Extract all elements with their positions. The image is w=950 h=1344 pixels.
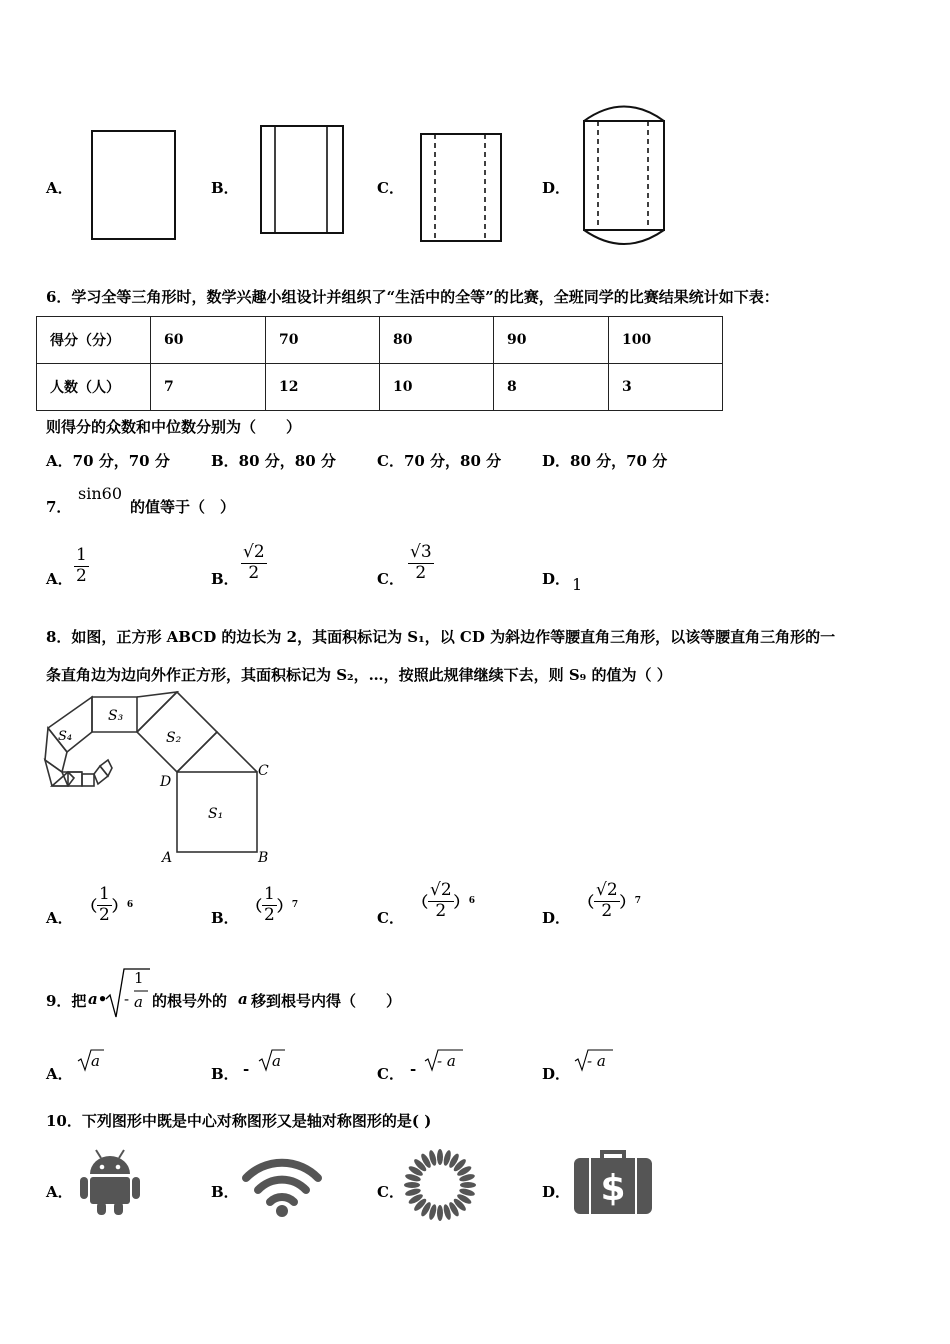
q6-option-c: C．70 分，80 分 <box>377 452 502 470</box>
q8-stem-line2: 条直角边为边向外作正方形，其面积标记为 S₂，…，按照此规律继续下去，则 S₉ 的值为（ ） <box>46 666 672 684</box>
label-s2: S₂ <box>166 730 182 746</box>
q7-option-d-value: 1 <box>572 575 583 594</box>
q6-score-table <box>36 316 723 411</box>
q8-square-spiral-figure <box>40 690 280 870</box>
paren-left: （ <box>413 892 429 911</box>
paren-left: （ <box>247 896 263 915</box>
table-row <box>37 364 723 411</box>
q5-shape-c <box>415 128 507 248</box>
table-cell: 得分（分） <box>37 317 151 364</box>
q9-option-b-sign: - <box>243 1060 250 1078</box>
q8-option-b-label: B． <box>211 909 239 927</box>
table-cell: 80 <box>380 317 494 364</box>
q9-option-c-sign: - <box>410 1060 417 1078</box>
q5-shape-d <box>575 100 675 250</box>
fraction-denominator: 2 <box>76 565 87 586</box>
q7-option-c-fraction <box>408 543 434 583</box>
fraction-numerator: √2 <box>430 880 452 900</box>
label-s4: S₄ <box>58 729 73 744</box>
q8-option-d-label: D． <box>542 909 571 927</box>
table-cell: 人数（人） <box>37 364 151 411</box>
fraction-numerator: 1 <box>76 545 87 565</box>
q10-option-a-label: A． <box>46 1183 73 1201</box>
wifi-icon <box>240 1152 324 1218</box>
dollar-sign: $ <box>600 1168 626 1209</box>
paren-right: ） <box>276 896 292 915</box>
table-cell: 10 <box>380 364 494 411</box>
paren-right: ） <box>111 896 127 915</box>
q9-minus: - <box>124 990 130 1008</box>
q9-a2: a <box>238 990 248 1008</box>
q6-option-b: B．80 分，80 分 <box>211 452 336 470</box>
q7-option-a-fraction <box>74 546 89 586</box>
q7-tail: 的值等于（ ） <box>130 498 236 516</box>
q8-option-c <box>413 881 475 921</box>
q8-option-a <box>82 885 133 925</box>
fraction-denominator: 2 <box>601 900 613 921</box>
fraction-numerator: √3 <box>410 542 432 562</box>
paren-right: ） <box>453 892 469 911</box>
fraction-denominator: 2 <box>435 900 447 921</box>
q9-option-c-radicand: - a <box>437 1052 456 1070</box>
q9-frac-den: a <box>134 993 143 1011</box>
q9-option-b-radicand: a <box>272 1052 281 1070</box>
q10-option-c-label: C． <box>377 1183 404 1201</box>
q10-stem: 10．下列图形中既是中心对称图形又是轴对称图形的是( ) <box>46 1112 432 1130</box>
q9-prefix: 9．把 <box>46 992 87 1010</box>
money-briefcase-icon <box>572 1148 654 1216</box>
q7-option-c-label: C． <box>377 570 404 588</box>
exponent: 6 <box>126 900 134 911</box>
q9-option-b-label: B． <box>211 1065 239 1083</box>
q7-option-b-fraction <box>241 543 267 583</box>
sunburst-icon <box>403 1148 477 1222</box>
exponent: 7 <box>291 900 299 911</box>
exponent: 6 <box>468 896 475 907</box>
q9-frac-num: 1 <box>134 969 144 987</box>
vertex-a: A <box>162 850 173 866</box>
table-cell: 7 <box>151 364 266 411</box>
q8-option-a-label: A． <box>46 909 73 927</box>
q10-option-b-label: B． <box>211 1183 239 1201</box>
q5-shape-a <box>85 125 185 245</box>
table-cell: 8 <box>494 364 609 411</box>
q7-option-d-label: D． <box>542 570 571 588</box>
fraction-numerator: √2 <box>243 542 265 562</box>
table-cell: 100 <box>609 317 723 364</box>
q9-tail: 移到根号内得（ ） <box>251 992 402 1010</box>
q8-option-c-label: C． <box>377 909 404 927</box>
vertex-d: D <box>160 774 172 790</box>
q5-shape-b <box>255 120 350 240</box>
q9-mid: 的根号外的 <box>152 992 228 1010</box>
q5-option-d-label: D． <box>542 179 571 197</box>
label-s1: S₁ <box>208 806 224 822</box>
paren-left: （ <box>82 896 98 915</box>
q9-option-a-label: A． <box>46 1065 73 1083</box>
table-row <box>37 317 723 364</box>
q9-option-d-label: D． <box>542 1065 571 1083</box>
fraction-denominator: 2 <box>264 904 275 925</box>
fraction-numerator: 1 <box>264 884 275 904</box>
table-cell: 70 <box>266 317 380 364</box>
q9-a-dot: a• <box>88 990 108 1008</box>
q5-option-a-label: A． <box>46 179 73 197</box>
table-cell: 60 <box>151 317 266 364</box>
paren-right: ） <box>619 892 635 911</box>
fraction-denominator: 2 <box>248 562 260 583</box>
table-cell: 12 <box>266 364 380 411</box>
table-cell: 90 <box>494 317 609 364</box>
q8-option-b <box>247 885 298 925</box>
q9-option-a-radicand: a <box>91 1052 100 1070</box>
table-cell: 3 <box>609 364 723 411</box>
q5-option-c-label: C． <box>377 179 404 197</box>
q5-option-b-label: B． <box>211 179 239 197</box>
q10-option-d-label: D． <box>542 1183 571 1201</box>
q6-option-a: A．70 分，70 分 <box>46 452 170 470</box>
vertex-b: B <box>258 850 269 866</box>
fraction-denominator: 2 <box>415 562 427 583</box>
q7-option-a-label: A． <box>46 570 73 588</box>
vertex-c: C <box>258 763 269 779</box>
q7-option-b-label: B． <box>211 570 239 588</box>
q9-option-d-radicand: - a <box>587 1052 606 1070</box>
paren-left: （ <box>579 892 595 911</box>
q9-option-c-label: C． <box>377 1065 404 1083</box>
q6-option-d: D．80 分，70 分 <box>542 452 668 470</box>
android-icon <box>78 1144 142 1216</box>
triangle-cd <box>177 732 257 772</box>
q7-number: 7． <box>46 498 72 516</box>
q7-expression: sin60 <box>78 484 122 503</box>
fraction-numerator: √2 <box>596 880 618 900</box>
exponent: 7 <box>634 896 641 907</box>
fraction-numerator: 1 <box>99 884 110 904</box>
label-s3: S₃ <box>108 708 124 724</box>
q6-stem: 6．学习全等三角形时，数学兴趣小组设计并组织了“生活中的全等”的比赛，全班同学的比赛结果统计如下表： <box>46 288 779 306</box>
fraction-denominator: 2 <box>99 904 110 925</box>
q8-option-d <box>579 881 641 921</box>
q6-question: 则得分的众数和中位数分别为（ ） <box>46 418 302 436</box>
q8-stem-line1: 8．如图，正方形 ABCD 的边长为 2，其面积标记为 S₁，以 CD 为斜边作等腰直角三角形，以该等腰直角三角形的一 <box>46 628 836 646</box>
